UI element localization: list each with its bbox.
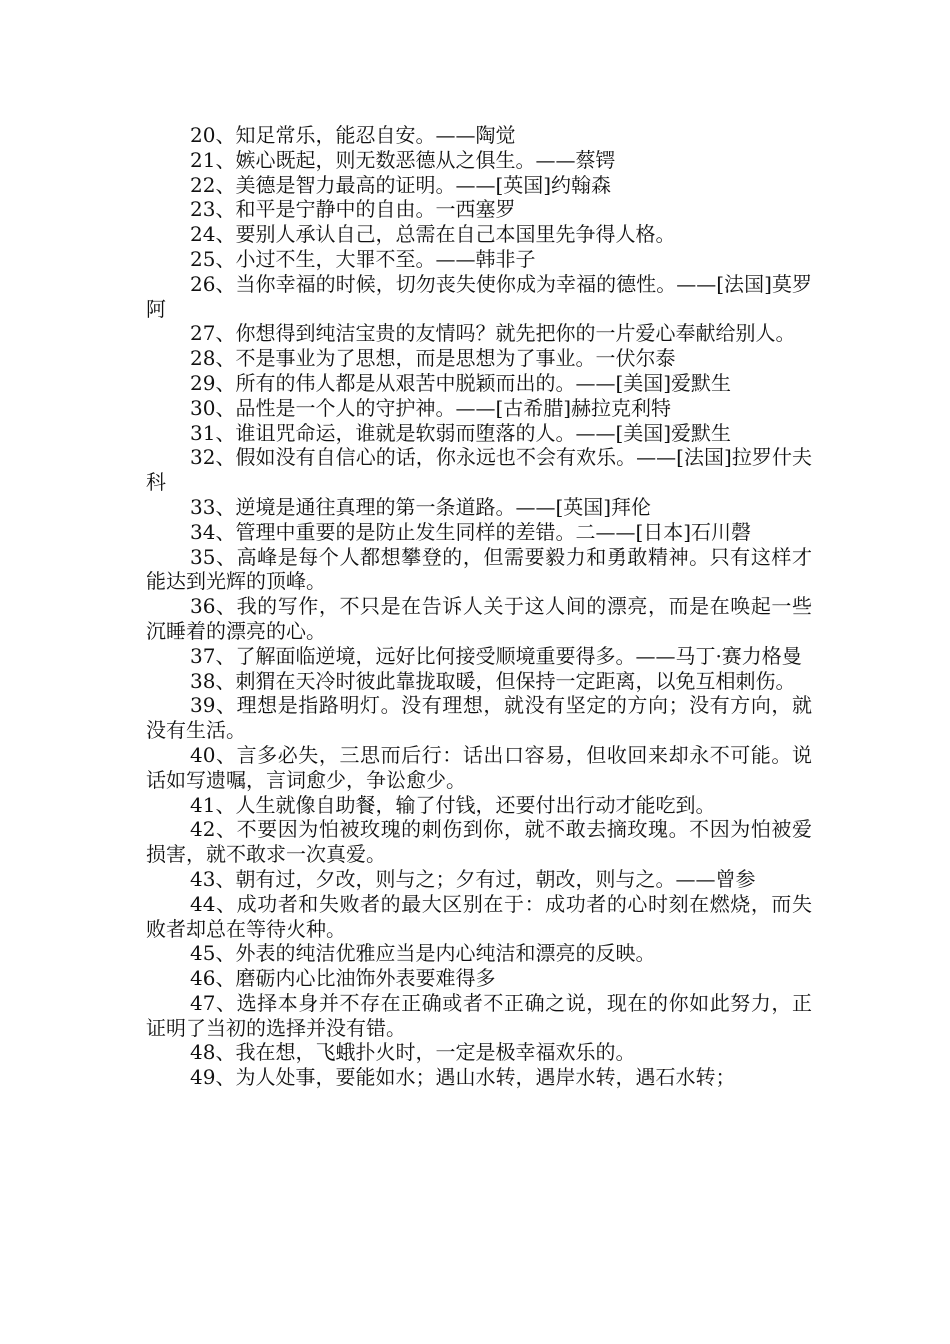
quote-paragraph-25: 25、小过不生，大罪不至。——韩非子 bbox=[190, 246, 536, 271]
quote-paragraph-44: 44、成功者和失败者的最大区别在于：成功者的心时刻在燃烧，而失败者却总在等待火种。 bbox=[146, 891, 812, 941]
quote-paragraph-22: 22、美德是智力最高的证明。——[英国]约翰森 bbox=[190, 172, 612, 197]
quote-paragraph-33: 33、逆境是通往真理的第一条道路。——[英国]拜伦 bbox=[190, 494, 652, 519]
quote-paragraph-26: 26、当你幸福的时候，切勿丧失使你成为幸福的德性。——[法国]莫罗阿 bbox=[146, 271, 812, 321]
quote-paragraph-29: 29、所有的伟人都是从艰苦中脱颖而出的。——[美国]爱默生 bbox=[190, 370, 732, 395]
quote-paragraph-34: 34、管理中重要的是防止发生同样的差错。二——[日本]石川磬 bbox=[190, 519, 752, 544]
quote-paragraph-40: 40、言多必失，三思而后行：话出口容易，但收回来却永不可能。说话如写遗嘱，言词愈少，争讼愈少。 bbox=[146, 742, 812, 792]
quote-paragraph-41: 41、人生就像自助餐，输了付钱，还要付出行动才能吃到。 bbox=[190, 792, 716, 817]
quote-paragraph-27: 27、你想得到纯洁宝贵的友情吗？就先把你的一片爱心奉献给别人。 bbox=[190, 321, 796, 346]
quote-paragraph-47: 47、选择本身并不存在正确或者不正确之说，现在的你如此努力，正证明了当初的选择并没有错。 bbox=[146, 990, 812, 1040]
quote-paragraph-31: 31、谁诅咒命运，谁就是软弱而堕落的人。——[美国]爱默生 bbox=[190, 420, 732, 445]
quote-paragraph-45: 45、外表的纯洁优雅应当是内心纯洁和漂亮的反映。 bbox=[190, 941, 656, 966]
quote-paragraph-43: 43、朝有过，夕改，则与之；夕有过，朝改，则与之。——曾参 bbox=[190, 866, 756, 891]
document-body bbox=[146, 123, 812, 1090]
quote-paragraph-30: 30、品性是一个人的守护神。——[古希腊]赫拉克利特 bbox=[190, 395, 672, 420]
quote-paragraph-21: 21、嫉心既起，则无数恶德从之俱生。——蔡锷 bbox=[190, 147, 616, 172]
quote-paragraph-32: 32、假如没有自信心的话，你永远也不会有欢乐。——[法国]拉罗什夫科 bbox=[146, 445, 812, 495]
quote-paragraph-48: 48、我在想，飞蛾扑火时，一定是极幸福欢乐的。 bbox=[190, 1040, 636, 1065]
quote-paragraph-42: 42、不要因为怕被玫瑰的刺伤到你，就不敢去摘玫瑰。不因为怕被爱损害，就不敢求一次真爱。 bbox=[146, 817, 812, 867]
quote-paragraph-39: 39、理想是指路明灯。没有理想，就没有坚定的方向；没有方向，就没有生活。 bbox=[146, 693, 812, 743]
quote-paragraph-36: 36、我的写作，不只是在告诉人关于这人间的漂亮，而是在唤起一些沉睡着的漂亮的心。 bbox=[146, 594, 812, 643]
quote-paragraph-28: 28、不是事业为了思想，而是思想为了事业。一伏尔泰 bbox=[190, 346, 676, 371]
quote-paragraph-23: 23、和平是宁静中的自由。一西塞罗 bbox=[190, 197, 516, 222]
quote-paragraph-37: 37、了解面临逆境，远好比何接受顺境重要得多。——马丁·赛力格曼 bbox=[190, 643, 802, 668]
quote-paragraph-46: 46、磨砺内心比油饰外表要难得多 bbox=[190, 966, 496, 991]
quote-paragraph-35: 35、高峰是每个人都想攀登的，但需要毅力和勇敢精神。只有这样才能达到光辉的顶峰。 bbox=[146, 544, 812, 594]
quote-paragraph-24: 24、要别人承认自己，总需在自己本国里先争得人格。 bbox=[190, 222, 676, 247]
quote-paragraph-38: 38、刺猬在天冷时彼此靠拢取暖，但保持一定距离，以免互相刺伤。 bbox=[190, 668, 796, 693]
quote-paragraph-49: 49、为人处事，要能如水；遇山水转，遇岸水转，遇石水转； bbox=[190, 1065, 736, 1090]
quote-paragraph-20: 20、知足常乐，能忍自安。——陶觉 bbox=[190, 123, 516, 147]
